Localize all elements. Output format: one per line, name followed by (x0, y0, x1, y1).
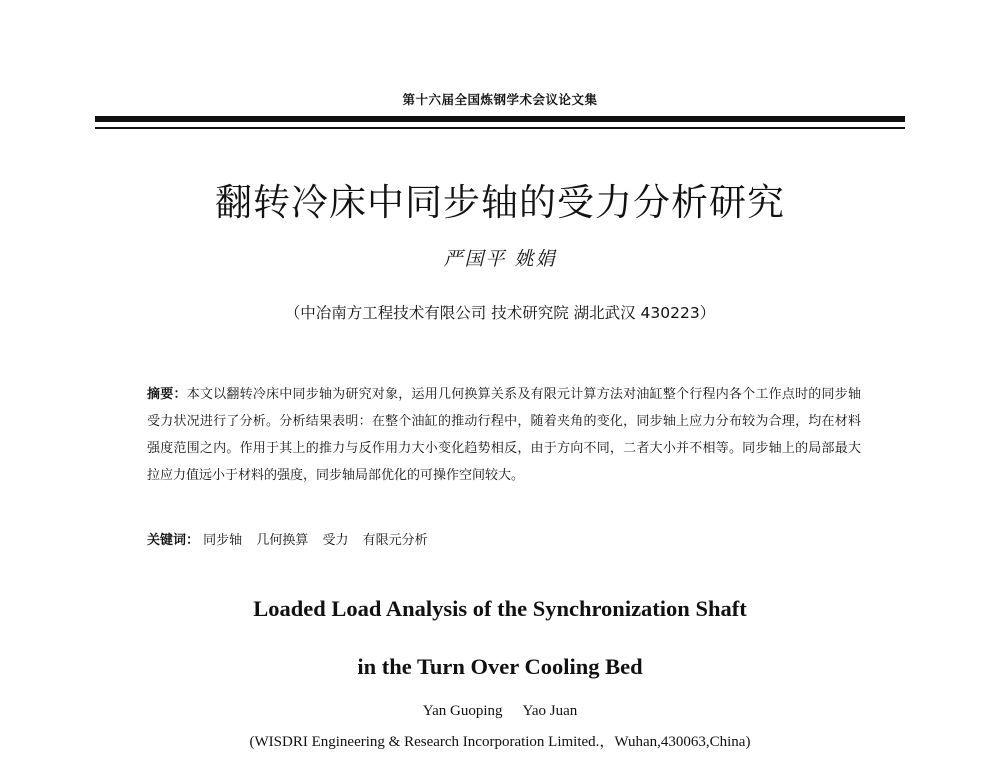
paper-title-cn: 翻转冷床中同步轴的受力分析研究 (215, 181, 785, 224)
abstract-label: 摘要： (147, 387, 187, 402)
abstract-text: 本文以翻转冷床中同步轴为研究对象，运用几何换算关系及有限元计算方法对油缸整个行程内各个工作点时的同步轴受力状况进行了分析。分析结果表明：在整个油缸的推动行程中，随着夹角的变化，同步轴上应力分布较为合理，均在材料强度范围之内。作用于其上的推力与反作用力大小变化趋势相反，由于方向不同，二者大小并不相等。同步轴上的局部最大拉应力值远小于材料的强度，同步轴局部优化的可操作空间较大。 (147, 387, 861, 483)
affiliation-en: (WISDRI Engineering & Research Incorporation Limited.，Wuhan,430063,China) (249, 734, 751, 750)
author-en: Yao Juan (522, 703, 578, 719)
keyword-item: 受力 (322, 533, 349, 548)
affiliation-cn: （中冶南方工程技术有限公司 技术研究院 湖北武汉 430223） (284, 304, 716, 322)
keyword-item: 几何换算 (256, 533, 309, 548)
running-header: 第十六届全国炼钢学术会议论文集 (402, 92, 598, 107)
header-rule-thick (95, 116, 905, 122)
keywords-label: 关键词： (147, 533, 200, 548)
paper-title-en-line2: in the Turn Over Cooling Bed (357, 654, 643, 679)
authors-cn: 严国平 姚娟 (443, 248, 557, 270)
authors-en (0, 703, 1000, 720)
header-rule-thin (95, 127, 905, 129)
paper-title-en-line1: Loaded Load Analysis of the Synchronization Shaft (253, 596, 747, 621)
abstract (147, 381, 861, 489)
keyword-item: 有限元分析 (362, 533, 428, 548)
author-en: Yan Guoping (422, 703, 503, 719)
keyword-item: 同步轴 (203, 533, 243, 548)
keywords (147, 529, 438, 548)
